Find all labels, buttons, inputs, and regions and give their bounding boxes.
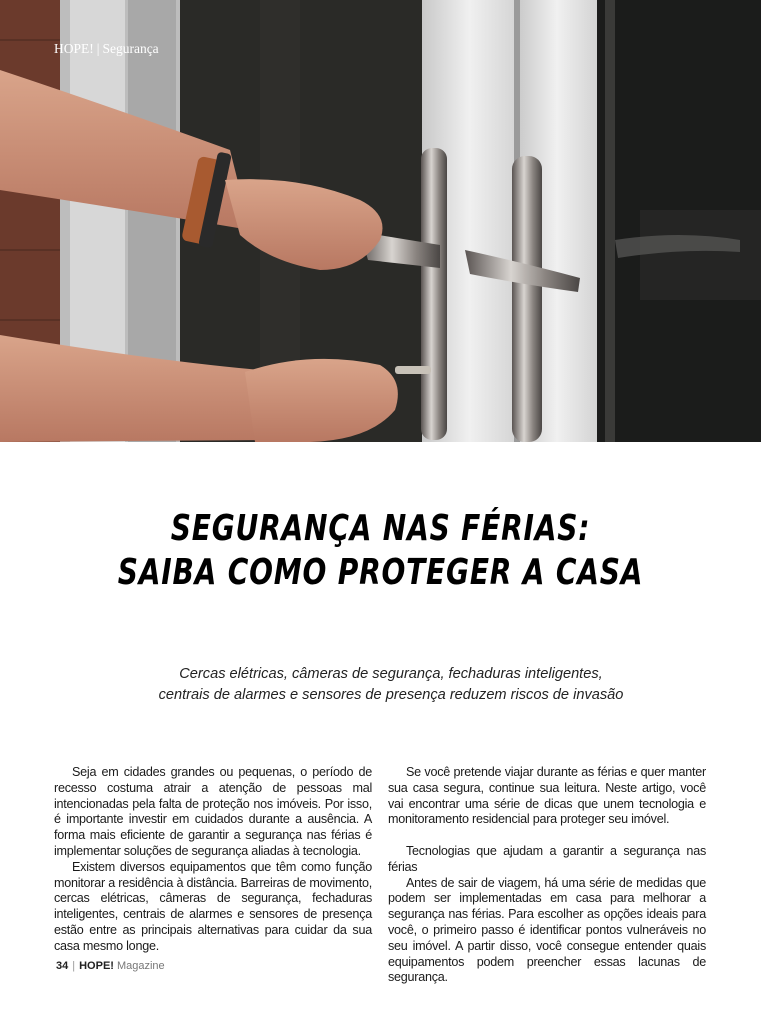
hero-photo (0, 0, 761, 442)
section-tag (54, 41, 159, 57)
header-section: Segurança (102, 41, 159, 56)
paragraph: Existem diversos equipamentos que têm como função monitorar a residência à distância. Barreiras de movimento, cercas elétricas, câmeras de segurança, fechaduras inteligentes, centrais de alarmes e sensores de presença estão entre as principais alternativas para cuidar da sua casa mesmo longe. (54, 859, 372, 953)
article-column-left (54, 765, 372, 955)
footer-magazine: Magazine (116, 960, 165, 972)
article-subtitle-line1: Cercas elétricas, câmeras de segurança, fechaduras inteligentes, (179, 666, 603, 682)
header-separator: | (96, 41, 100, 56)
footer-brand: HOPE! (79, 960, 114, 972)
article-title-line1: SEGURANÇA NAS FÉRIAS: (170, 508, 591, 549)
subheading: Tecnologias que ajudam a garantir a segurança nas férias (388, 843, 706, 874)
hand-unlocking-door-photo (0, 0, 761, 442)
paragraph: Se você pretende viajar durante as férias e quer manter sua casa segura, continue sua leitura. Neste artigo, você vai encontrar uma série de dicas que unem tecnologia e monitoramento residencial para proteger seu imóvel. (388, 765, 706, 827)
paragraph: Antes de sair de viagem, há uma série de medidas que podem ser implementadas em casa para melhorar a segurança nas férias. Para escolher as opções ideais para você, o primeiro passo é identificar pontos vulneráveis no seu imóvel. A partir disso, você consegue entender quais equipamentos podem preencher essas lacunas de segurança. (388, 875, 706, 985)
paragraph: Seja em cidades grandes ou pequenas, o período de recesso costuma atrair a atenção de pessoas mal intencionadas pela falta de proteção nos imóveis. Por isso, é importante investir em cuidados durante a ausência. A forma mais eficiente de garantir a segurança nas férias é implementar soluções de segurança aliadas à tecnologia. (54, 765, 372, 858)
header-brand: HOPE! (54, 41, 94, 56)
article-column-right (388, 765, 706, 986)
footer-separator: | (72, 960, 76, 972)
article-title-line2: SAIBA COMO PROTEGER A CASA (117, 552, 644, 593)
page-footer (56, 960, 165, 972)
article-subtitle-line2: centrais de alarmes e sensores de presença reduzem riscos de invasão (158, 687, 624, 703)
page-number: 34 (56, 960, 69, 972)
